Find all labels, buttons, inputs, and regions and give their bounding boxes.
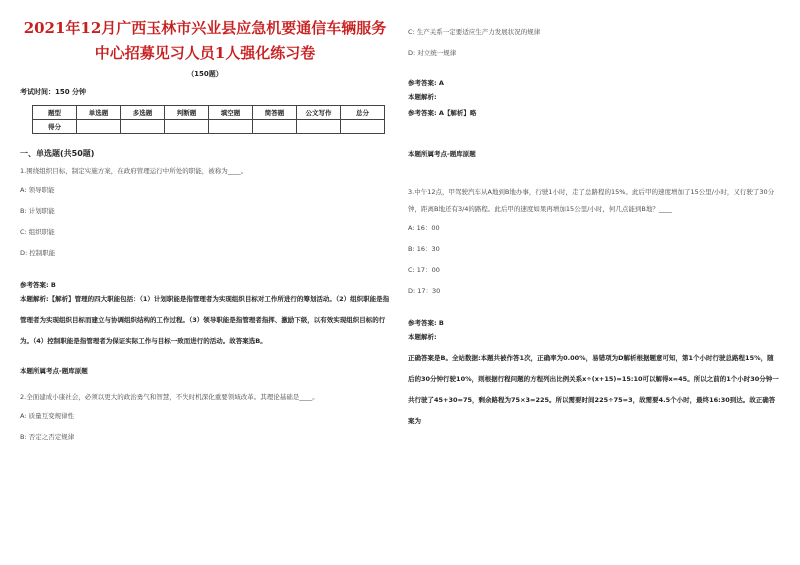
score-cell bbox=[297, 120, 341, 134]
score-header-cell: 单选题 bbox=[77, 106, 121, 120]
score-header-cell: 填空题 bbox=[209, 106, 253, 120]
question-2-option: B: 否定之否定规律 bbox=[20, 433, 75, 441]
question-2-answer: 参考答案: A bbox=[408, 79, 444, 87]
score-cell bbox=[341, 120, 385, 134]
question-1-option: A: 领导职能 bbox=[20, 186, 55, 194]
question-2-stem: 2.全面建成小康社会，必须以更大的政治勇气和智慧，不失时机深化重要领域改革。其理论基础是____。 bbox=[20, 393, 319, 401]
exam-time: 考试时间：150 分钟 bbox=[20, 88, 87, 96]
score-cell bbox=[253, 120, 297, 134]
score-note: （150题） bbox=[187, 70, 223, 78]
question-1-option: B: 计划职能 bbox=[20, 207, 55, 215]
question-2-option: C: 生产关系一定要适应生产力发展状况的规律 bbox=[408, 28, 541, 36]
question-1-topic: 本题所属考点-题库原题 bbox=[20, 367, 88, 375]
left-column bbox=[20, 0, 390, 448]
score-cell bbox=[121, 120, 165, 134]
question-2-option: D: 对立统一规律 bbox=[408, 49, 457, 57]
score-table-header-row bbox=[33, 106, 385, 120]
question-1-stem: 1.围绕组织目标，制定实施方案，在政府管理运行中所处的职能，被称为____。 bbox=[20, 167, 248, 175]
question-3-explanation-label: 本题解析: bbox=[408, 333, 437, 341]
section-heading: 一、单选题(共50题) bbox=[20, 149, 95, 158]
question-1-option: D: 控制职能 bbox=[20, 249, 56, 257]
question-3-option: A: 16：00 bbox=[408, 224, 440, 232]
score-header-cell: 总分 bbox=[341, 106, 385, 120]
question-3-answer: 参考答案: B bbox=[408, 319, 444, 327]
score-header-cell: 公文写作 bbox=[297, 106, 341, 120]
question-3-option: C: 17：00 bbox=[408, 266, 440, 274]
score-cell bbox=[165, 120, 209, 134]
score-row-label: 得分 bbox=[33, 120, 77, 134]
question-3-option: D: 17：30 bbox=[408, 287, 441, 295]
question-3-explanation: 正确答案是B。全站数据:本题共被作答1次，正确率为0.00%，易错项为D解析根据题意可知，第1个小时行驶总路程15%，随后的30分钟行驶10%，则根据行程问题的方程列出比例关系x÷(x+15)=15:10可以解得x=45。所以之前的1个小时30分钟一共行驶了45+30=75，剩余路程为75×3=225。所以需要时间225÷75=3，故需要4.5个小时，最终16:30到达。故正确答案为 bbox=[408, 354, 779, 425]
question-2-topic: 本题所属考点-题库原题 bbox=[408, 150, 476, 158]
score-table-score-row bbox=[33, 120, 385, 134]
score-header-cell: 判断题 bbox=[165, 106, 209, 120]
question-2-explanation: 参考答案: A【解析】略 bbox=[408, 109, 477, 117]
question-3-option: B: 16：30 bbox=[408, 245, 440, 253]
page-title: 2021年12月广西玉林市兴业县应急机要通信车辆服务中心招募见习人员1人强化练习卷 bbox=[23, 19, 387, 62]
question-3-stem: 3.中午12点，甲驾驶汽车从A地到B地办事，行驶1小时，走了总路程的15%。此后甲的速度增加了15公里/小时，又行驶了30分钟，距离B地还有3/4的路程。此后甲的速度如果再增加15公里/小时，何几点能到B地？____ bbox=[408, 188, 775, 213]
question-2-option: A: 质量互变规律性 bbox=[20, 412, 75, 420]
right-column bbox=[408, 0, 780, 432]
question-1-explanation: 本题解析:【解析】管理的四大职能包括：（1）计划职能是指管理者为实现组织目标对工作所进行的筹划活动。（2）组织职能是指管理者为实现组织目标而建立与协调组织结构的工作过程。（3）领导职能是指管理者指挥、激励下级，以有效实现组织目标的行为。（4）控制职能是指管理者为保证实际工作与目标一致而进行的活动。故答案选B。 bbox=[20, 295, 390, 345]
score-table bbox=[32, 105, 385, 134]
score-cell bbox=[77, 120, 121, 134]
score-header-cell: 多选题 bbox=[121, 106, 165, 120]
score-header-cell: 简答题 bbox=[253, 106, 297, 120]
score-header-cell: 题型 bbox=[33, 106, 77, 120]
question-2-explanation-label: 本题解析: bbox=[408, 93, 437, 101]
question-1-answer: 参考答案: B bbox=[20, 281, 56, 289]
score-cell bbox=[209, 120, 253, 134]
question-1-option: C: 组织职能 bbox=[20, 228, 55, 236]
